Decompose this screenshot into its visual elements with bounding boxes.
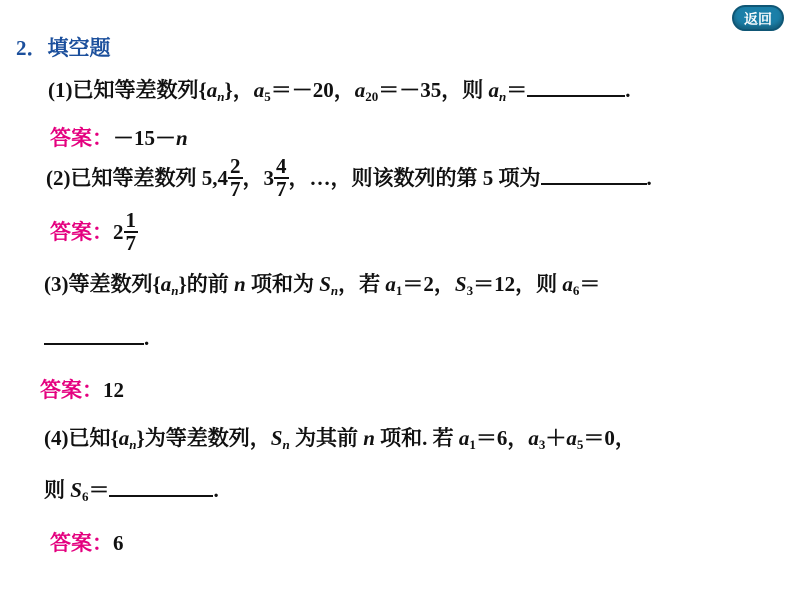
answer-4-value: 6 <box>113 531 124 555</box>
q4-S6: S <box>70 478 82 502</box>
q4-eq2: ＝0， <box>583 426 636 450</box>
q4-pre: 已知{ <box>68 426 119 450</box>
q3-eq3: ＝ <box>579 272 601 296</box>
answer-4-label: 答案： <box>50 531 113 555</box>
q4-var: a <box>118 426 130 450</box>
q3-a6-sub: 6 <box>572 283 580 298</box>
q4-line2-pre: 则 <box>44 478 71 502</box>
q2-fraction-2 <box>274 156 289 200</box>
q3-blank[interactable] <box>44 342 144 345</box>
q3-a1: a <box>385 272 396 296</box>
q3-S3-sub: 3 <box>466 283 474 298</box>
question-3 <box>44 272 601 298</box>
q3-label: (3) <box>44 272 69 296</box>
q4-a3: a <box>528 426 539 450</box>
q3-eq1: ＝2， <box>402 272 455 296</box>
q4-a1: a <box>458 426 470 450</box>
question-4 <box>44 426 636 452</box>
q1-blank[interactable] <box>527 94 625 97</box>
q2-fraction-1 <box>228 156 243 200</box>
q4-mid2: 项和. 若 <box>374 426 459 450</box>
q2-mid: ，3 <box>242 165 274 190</box>
answer-3-value: 12 <box>103 378 124 402</box>
q2-f1-den: 7 <box>230 177 241 201</box>
q1-sub: n <box>217 89 225 104</box>
q4-post: }为等差数列， <box>136 426 271 450</box>
q3-S-sub: n <box>330 283 339 298</box>
q1-an-sub: n <box>499 89 507 104</box>
q4-a5-sub: 5 <box>576 437 584 452</box>
answer-3-label: 答案： <box>40 378 103 402</box>
q3-n: n <box>234 272 246 296</box>
q1-a20: a <box>354 78 366 102</box>
q4-a3-sub: 3 <box>538 437 546 452</box>
q4-S-sub: n <box>282 437 290 452</box>
answer-1-label: 答案： <box>50 126 113 150</box>
q2-f2-den: 7 <box>276 177 287 201</box>
q4-a1-sub: 1 <box>469 437 476 452</box>
q3-a1-sub: 1 <box>395 283 403 298</box>
answer-2-label: 答案： <box>50 219 113 244</box>
q4-a5: a <box>566 426 577 450</box>
q4-eq1: ＝6， <box>475 426 529 450</box>
q4-n: n <box>363 426 375 450</box>
question-2 <box>46 154 652 202</box>
q1-end: . <box>625 78 631 102</box>
q1-var: a <box>206 78 218 102</box>
q4-plus: ＋ <box>545 426 567 450</box>
answer-2 <box>50 208 138 256</box>
q2-f1-num: 2 <box>230 154 241 178</box>
q1-eq2: ＝－35，则 <box>378 78 489 102</box>
answer-4 <box>50 533 124 554</box>
question-4-line-2 <box>44 478 219 504</box>
answer-2-num: 1 <box>125 208 136 232</box>
answer-2-whole: 2 <box>113 219 124 244</box>
q1-text-post: }， <box>224 78 254 102</box>
q3-var: a <box>160 272 172 296</box>
q1-a20-sub: 20 <box>365 89 379 104</box>
q2-label: (2) <box>46 165 71 190</box>
q4-blank[interactable] <box>109 494 213 497</box>
q4-label: (4) <box>44 426 69 450</box>
q1-eq3: ＝ <box>506 78 528 102</box>
q1-label: (1) <box>48 78 73 102</box>
answer-1-pre: －15－ <box>113 126 176 150</box>
back-button[interactable]: 返回 <box>732 5 784 31</box>
q3-post: }的前 <box>178 272 235 296</box>
q1-an: a <box>488 78 500 102</box>
q4-mid: 为其前 <box>289 426 364 450</box>
answer-3 <box>40 380 124 401</box>
q4-sub: n <box>129 437 137 452</box>
q3-S3: S <box>454 272 467 296</box>
q2-end: . <box>646 165 652 190</box>
q3-mid: 项和为 <box>245 272 320 296</box>
q3-sub: n <box>171 283 179 298</box>
q3-a6: a <box>562 272 573 296</box>
section-number: 2． <box>16 36 48 60</box>
answer-2-fraction <box>124 210 139 254</box>
q4-end: . <box>213 478 219 502</box>
q3-text-pre: 等差数列{ <box>68 272 161 296</box>
q2-blank[interactable] <box>541 182 647 185</box>
q3-mid2: ，若 <box>338 272 386 296</box>
q1-text-pre: 已知等差数列{ <box>72 78 207 102</box>
q2-text-post: ，…，则该数列的第 5 项为 <box>288 165 541 190</box>
q1-eq1: ＝－20， <box>270 78 355 102</box>
question-1 <box>48 78 631 104</box>
section-title: 填空题 <box>47 36 111 60</box>
q2-text-pre: 已知等差数列 5,4 <box>70 165 228 190</box>
q3-end: . <box>144 326 150 350</box>
q3-S: S <box>319 272 331 296</box>
q3-eq2: ＝12，则 <box>473 272 563 296</box>
answer-1-var: n <box>176 126 188 150</box>
answer-1 <box>50 128 188 149</box>
q4-eq3: ＝ <box>88 478 110 502</box>
q4-S6-sub: 6 <box>81 489 89 504</box>
q1-a5-sub: 5 <box>264 89 271 104</box>
q1-a5: a <box>253 78 265 102</box>
section-heading <box>16 38 111 59</box>
question-3-line-2 <box>44 328 149 349</box>
q4-S: S <box>270 426 283 450</box>
q2-f2-num: 4 <box>276 154 287 178</box>
answer-2-den: 7 <box>125 231 136 255</box>
